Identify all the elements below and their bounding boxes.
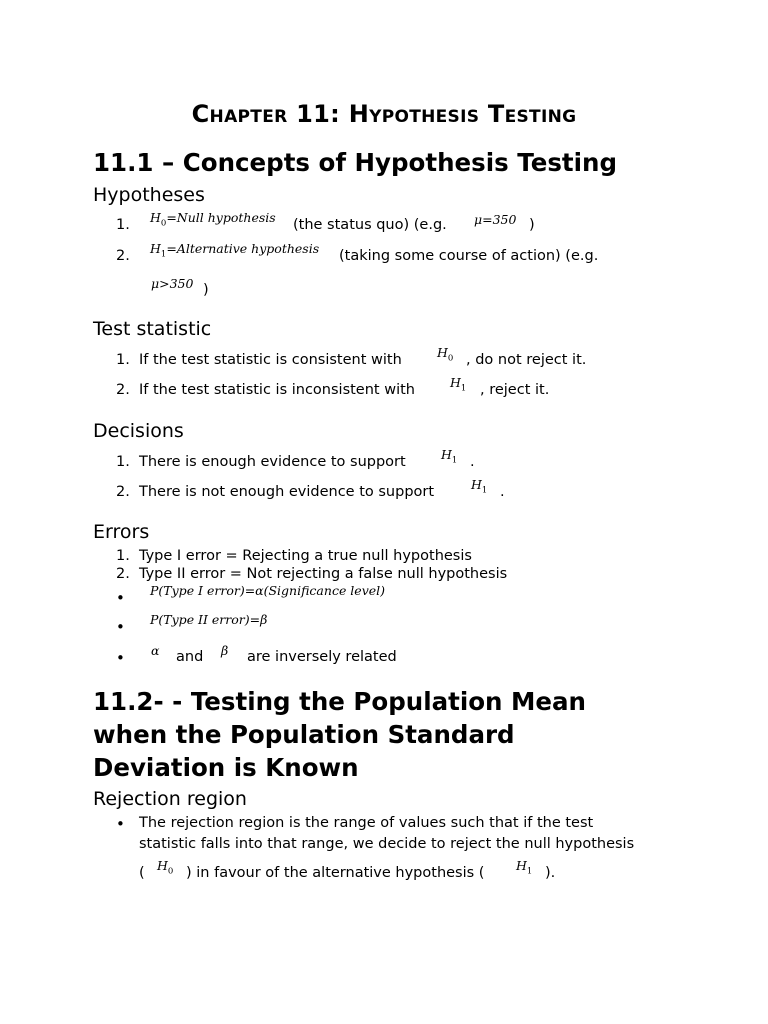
type-two-error-formula: P(Type II error)=β (150, 612, 268, 627)
null-hypothesis-formula: $H_0=Null$ hypothesis (150, 210, 276, 229)
subheading-hypotheses: Hypotheses (93, 184, 205, 206)
type-one-error-formula: P(Type I error)=α(Significance level) (150, 583, 386, 598)
list-number: 1. (116, 548, 130, 564)
subheading-decisions: Decisions (93, 420, 184, 442)
list-item-tail: , reject it. (480, 382, 550, 398)
chapter-title: Chapter 11: Hypothesis Testing (191, 100, 577, 128)
list-item-text: If the test statistic is consistent with (139, 352, 402, 368)
list-item-tail: , do not reject it. (466, 352, 587, 368)
example-formula: μ>350 (151, 276, 194, 291)
list-number: 2. (116, 484, 130, 500)
paragraph-line: ( (139, 865, 145, 881)
bullet-marker: • (116, 589, 125, 607)
h0-symbol: $H_0$ (437, 345, 454, 364)
example-formula: μ=350 (474, 212, 517, 227)
closing-paren: ) (203, 282, 209, 298)
alternative-hypothesis-formula: $H_1=Alternative$ hypothesis (150, 241, 320, 260)
bullet-marker: • (116, 618, 125, 636)
subheading-rejection-region: Rejection region (93, 788, 247, 810)
list-item-text: and (176, 649, 204, 665)
list-item-text: If the test statistic is inconsistent with (139, 382, 415, 398)
list-item-text: Type I error = Rejecting a true null hypothesis (139, 548, 472, 564)
alpha-symbol: α (151, 643, 160, 658)
list-number: 2. (116, 248, 130, 264)
list-item-text: Type II error = Not rejecting a false null hypothesis (139, 566, 508, 582)
paragraph-line: The rejection region is the range of values such that if the test (139, 815, 594, 831)
list-number: 2. (116, 566, 130, 582)
list-number: 1. (116, 217, 130, 233)
subheading-test-statistic: Test statistic (93, 318, 212, 340)
bullet-marker: • (116, 649, 125, 667)
closing-paren: ) (529, 217, 535, 233)
paragraph-line: ). (545, 865, 556, 881)
h1-symbol: $H_1$ (516, 858, 533, 877)
section-heading-11-1: 11.1 – Concepts of Hypothesis Testing (93, 148, 617, 177)
paragraph-line: statistic falls into that range, we decide to reject the null hypothesis (139, 836, 635, 852)
list-item-tail: . (500, 484, 505, 500)
h1-symbol: $H_1$ (471, 477, 488, 496)
list-number: 1. (116, 352, 130, 368)
list-item-text: are inversely related (247, 649, 397, 665)
h1-symbol: $H_1$ (450, 375, 467, 394)
list-number: 1. (116, 454, 130, 470)
list-number: 2. (116, 382, 130, 398)
list-item-text: There is enough evidence to support (139, 454, 406, 470)
section-heading-11-2: 11.2- - Testing the Population Mean when the Population Standard Deviation is Known (93, 687, 587, 782)
paragraph-line: ) in favour of the alternative hypothesis ( (186, 865, 485, 881)
list-item-text: (taking some course of action) (e.g. (339, 248, 599, 264)
list-item-text: (the status quo) (e.g. (293, 217, 447, 233)
bullet-marker: • (116, 815, 125, 833)
subheading-errors: Errors (93, 521, 150, 543)
h1-symbol: $H_1$ (441, 447, 458, 466)
list-item-tail: . (470, 454, 475, 470)
beta-symbol: β (221, 643, 229, 658)
h0-symbol: $H_0$ (157, 858, 174, 877)
list-item-text: There is not enough evidence to support (139, 484, 435, 500)
